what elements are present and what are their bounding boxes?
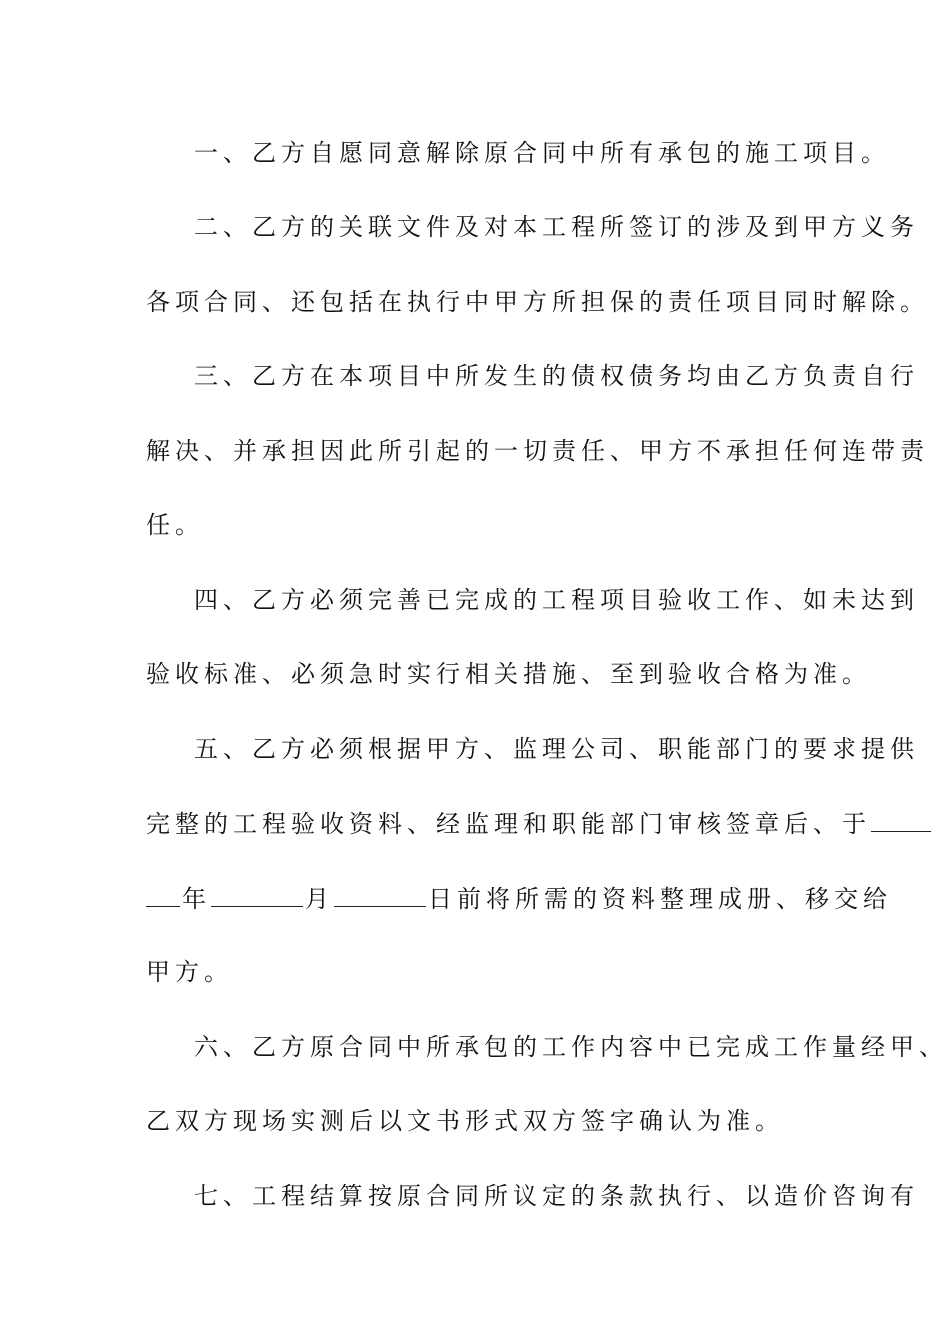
clause-5-line-4: 甲方。 bbox=[146, 958, 233, 986]
clause-5-line-2-text: 完整的工程验收资料、经监理和职能部门审核签章后、于 bbox=[146, 810, 871, 838]
blank-day bbox=[334, 880, 426, 907]
blank-month bbox=[211, 880, 303, 907]
clause-5-line-2 bbox=[146, 805, 871, 841]
clause-6-line-2: 乙双方现场实测后以文书形式双方签字确认为准。 bbox=[146, 1107, 784, 1135]
clause-1-line-1: 一、乙方自愿同意解除原合同中所有承包的施工项目。 bbox=[194, 139, 890, 167]
clause-5-line-3-text: 日前将所需的资料整理成册、移交给 bbox=[428, 885, 892, 913]
clause-5-line-3 bbox=[146, 880, 892, 916]
blank-year-part-1 bbox=[871, 805, 931, 832]
clause-3-line-2: 解决、并承担因此所引起的一切责任、甲方不承担任何连带责 bbox=[146, 437, 929, 465]
clause-5-line-1: 五、乙方必须根据甲方、监理公司、职能部门的要求提供 bbox=[194, 735, 919, 763]
clause-2-line-1: 二、乙方的关联文件及对本工程所签订的涉及到甲方义务 bbox=[194, 213, 919, 241]
clause-2-line-2: 各项合同、还包括在执行中甲方所担保的责任项目同时解除。 bbox=[146, 288, 929, 316]
clause-4-line-2: 验收标准、必须急时实行相关措施、至到验收合格为准。 bbox=[146, 660, 871, 688]
clause-3-line-3: 任。 bbox=[146, 511, 204, 539]
clause-7-line-1: 七、工程结算按原合同所议定的条款执行、以造价咨询有 bbox=[194, 1182, 919, 1210]
month-label: 月 bbox=[305, 885, 334, 913]
year-label: 年 bbox=[182, 885, 211, 913]
clause-4-line-1: 四、乙方必须完善已完成的工程项目验收工作、如未达到 bbox=[194, 586, 919, 614]
clause-3-line-1: 三、乙方在本项目中所发生的债权债务均由乙方负责自行 bbox=[194, 362, 919, 390]
clause-6-line-1: 六、乙方原合同中所承包的工作内容中已完成工作量经甲、 bbox=[194, 1033, 948, 1061]
blank-year-part-2 bbox=[146, 880, 180, 907]
